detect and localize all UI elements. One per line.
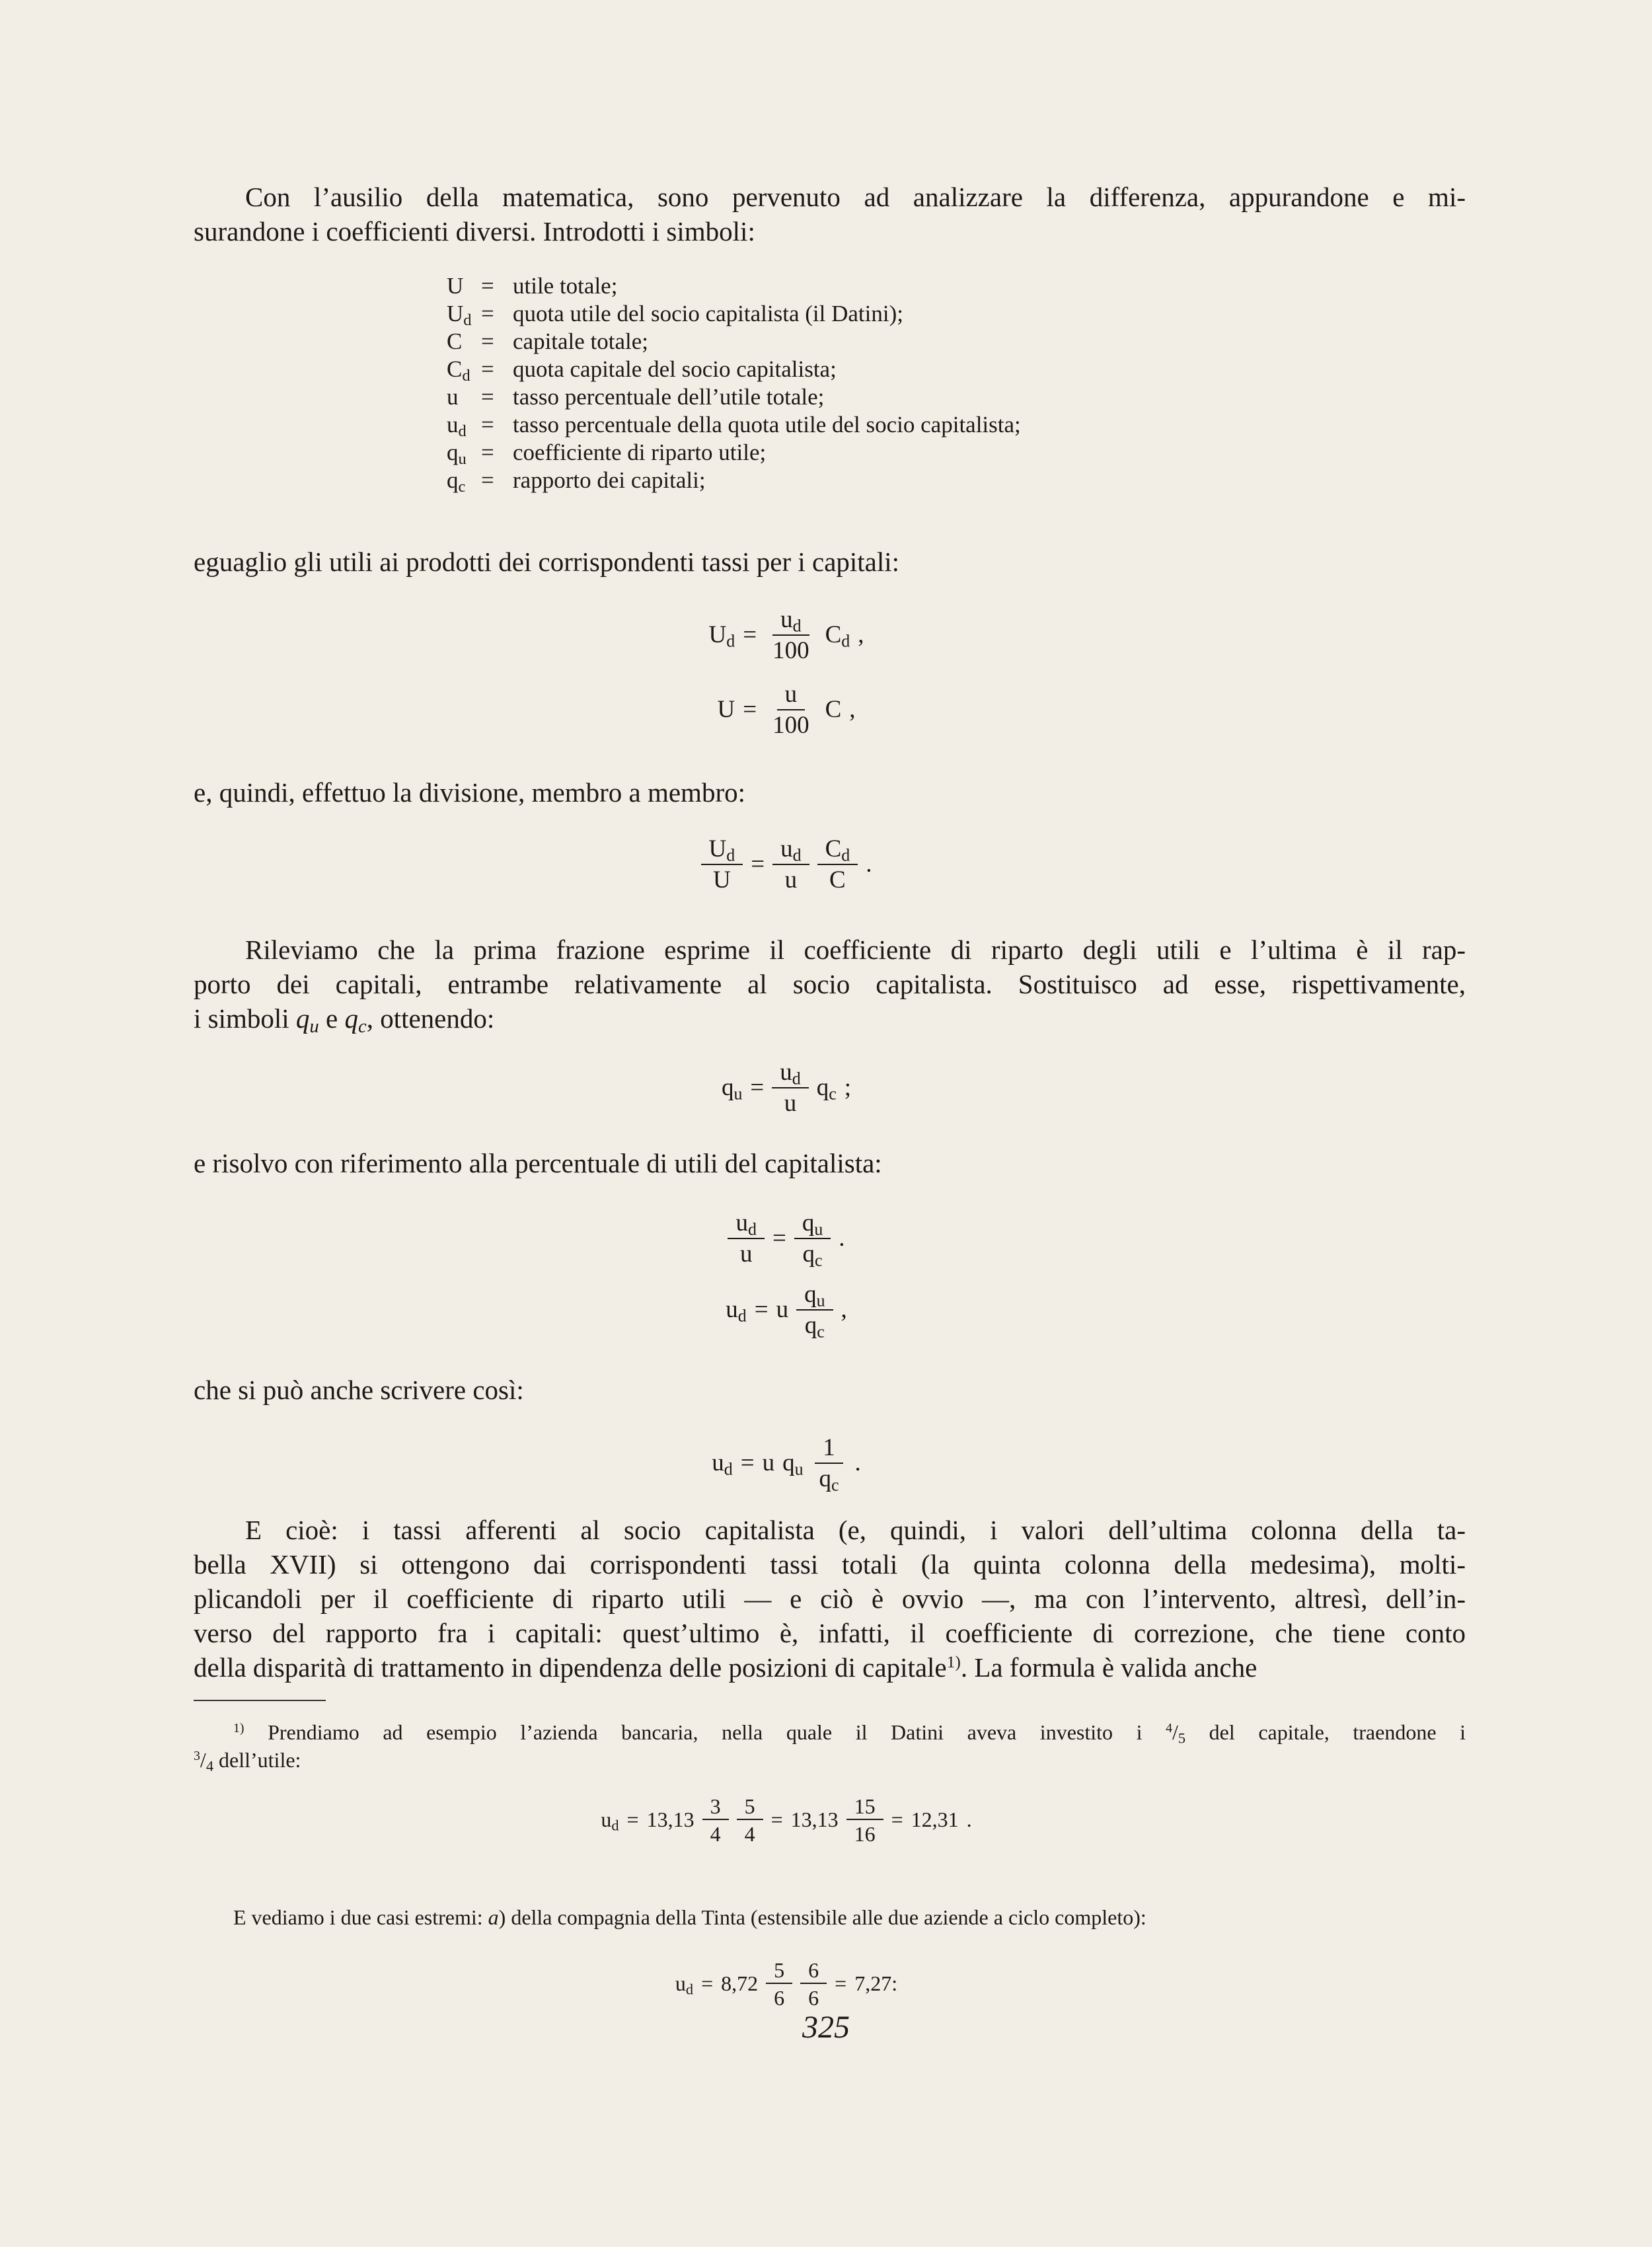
symbol-subscript: u — [458, 450, 467, 469]
symbol-subscript: d — [841, 631, 850, 651]
fraction — [766, 1956, 792, 2010]
math-token: = — [891, 1807, 903, 1831]
symbol-subscript: d — [747, 1219, 757, 1239]
denominator — [765, 636, 817, 666]
symbol-base: q — [802, 1209, 815, 1237]
symbol-base: u — [447, 412, 459, 438]
symbol-base: q — [804, 1312, 817, 1340]
symbol — [447, 411, 481, 439]
symbol — [447, 328, 481, 356]
equation-footnote-bank — [192, 1792, 1381, 1847]
footnote-cases — [194, 1903, 1466, 1931]
numerator — [772, 605, 809, 636]
fraction — [796, 1279, 833, 1340]
math-symbol — [780, 606, 801, 634]
equation-ud-u-qu-qc — [192, 1279, 1381, 1340]
symbol-base: u — [780, 1059, 792, 1086]
math-token: u — [784, 1090, 797, 1118]
symbol-subscript: d — [458, 422, 467, 441]
math-token: = — [751, 851, 765, 878]
text-line: verso del rapporto fra i capitali: quest’ultimo è, infatti, il coefficiente di correzione, che tiene conto — [194, 1618, 1466, 1648]
math-token: = — [701, 1971, 714, 1995]
text-line: E cioè: i tassi afferenti al socio capitalista (e, quindi, i valori dell’ultima colonna della ta- — [245, 1515, 1466, 1545]
denominator — [776, 1088, 805, 1118]
footnote-line: $^{1)}$ Prendiamo ad esempio l’azienda bancaria, nella quale il Datini aveva investito i $^4/_5$ del capitale, traendone i — [233, 1720, 1466, 1747]
math-symbol — [709, 835, 735, 864]
fraction — [811, 1433, 847, 1494]
footnote-mark: 1) — [233, 1721, 244, 1736]
equals-sign: = — [481, 328, 494, 354]
symbol-subscript: d — [463, 311, 472, 330]
equation-ud-final — [192, 1433, 1381, 1494]
equals-sign: = — [481, 301, 494, 326]
fraction — [765, 679, 817, 740]
math-symbol — [803, 1240, 823, 1269]
definition-text: quota capitale del socio capitalista; — [513, 356, 837, 382]
math-token: = — [743, 621, 757, 649]
definition-item — [447, 383, 1021, 411]
denominator — [737, 1820, 763, 1847]
math-token: 4 — [744, 1822, 755, 1847]
symbol-subscript: c — [815, 1250, 823, 1270]
definition-item — [447, 411, 1021, 439]
numerator — [796, 1279, 833, 1311]
footnote — [194, 1718, 1466, 1774]
math-token: 6 — [808, 1986, 819, 2010]
text-line: porto dei capitali, entrambe relativamente al socio capitalista. Sostituisco ad esse, rispettivamente, — [194, 969, 1466, 999]
footnote-divider — [194, 1700, 326, 1701]
denominator — [705, 865, 739, 895]
math-token: U — [713, 866, 731, 894]
symbol-base: q — [721, 1074, 734, 1102]
math-symbol — [805, 1312, 825, 1340]
symbol-base: q — [804, 1281, 817, 1309]
denominator — [777, 865, 806, 895]
definition-item — [447, 467, 1021, 494]
symbol-base: C — [447, 356, 463, 382]
math-symbol — [722, 1073, 742, 1102]
symbol-base: u — [601, 1807, 612, 1831]
math-token: 100 — [772, 712, 809, 740]
symbol-subscript: d — [462, 367, 470, 385]
fraction — [728, 1208, 764, 1269]
equation-ratio — [192, 834, 1381, 895]
symbol-base: q — [802, 1240, 815, 1268]
math-token: = — [740, 1449, 755, 1477]
equals-sign: = — [481, 439, 494, 465]
math-symbol — [802, 1209, 823, 1238]
denominator — [702, 1820, 729, 1847]
numerator — [800, 1956, 827, 1984]
numerator — [846, 1792, 883, 1820]
equation-ud-over-u — [192, 1208, 1381, 1269]
definition-item — [447, 328, 1021, 356]
numerator — [817, 834, 858, 865]
math-token: . — [966, 1807, 972, 1831]
math-token: = — [754, 1296, 769, 1324]
math-token: 15 — [854, 1794, 876, 1819]
definition-item — [447, 356, 1021, 383]
text: e — [319, 1003, 345, 1034]
footnote-ref[interactable]: 1) — [946, 1653, 961, 1672]
text: , ottenendo: — [366, 1003, 495, 1034]
math-symbol — [712, 1449, 732, 1477]
numerator — [728, 1208, 764, 1239]
symbol-base: u — [712, 1449, 724, 1477]
math-symbol — [735, 1209, 756, 1238]
math-token: = — [626, 1807, 639, 1831]
symbol-base: C — [825, 621, 842, 649]
symbol-subscript: c — [458, 478, 466, 496]
text-line: della disparità di trattamento in dipendenza delle posizioni di capitale$^{1)}$. La formula è valida anche — [194, 1652, 1258, 1683]
math-token: 16 — [854, 1822, 876, 1847]
text-line: che si può anche scrivere così: — [194, 1375, 524, 1405]
math-token: , — [849, 696, 856, 724]
math-token: . — [854, 1449, 861, 1477]
paragraph-e-cioe — [194, 1513, 1466, 1685]
math-token: u — [776, 1296, 789, 1324]
symbol-qc: $q_c$ — [344, 1003, 367, 1038]
text-line — [194, 1001, 1466, 1036]
symbol-definitions — [447, 272, 1021, 494]
text-line: bella XVII) si ottengono dai corrispondenti tassi totali (la quinta colonna della medesima), molti- — [194, 1549, 1466, 1580]
fraction — [765, 605, 817, 666]
footnote-line: E vediamo i due casi estremi: a) della compagnia della Tinta (estensibile alle due aziende a ciclo completo): — [233, 1905, 1146, 1929]
page-number: 325 — [802, 2010, 850, 2045]
symbol-subscript: u — [733, 1084, 743, 1104]
equals-sign: = — [481, 384, 494, 410]
text-line: surandone i coefficienti diversi. Introdotti i simboli: — [194, 216, 755, 247]
paragraph-risolvo — [194, 1146, 1466, 1180]
fraction — [772, 834, 809, 895]
symbol-subscript: d — [724, 1459, 733, 1479]
numerator — [737, 1792, 763, 1820]
definition-item — [447, 300, 1021, 328]
equation-footnote-tinta — [192, 1956, 1381, 2010]
equation-u — [192, 679, 1381, 740]
math-token: ; — [844, 1074, 852, 1102]
math-token: = — [835, 1971, 847, 1995]
math-token: 12,31 — [911, 1807, 959, 1831]
numerator — [794, 1208, 831, 1239]
denominator — [795, 1239, 831, 1269]
symbol-base: q — [816, 1074, 829, 1102]
symbol-base: U — [447, 273, 464, 299]
equals-sign: = — [481, 412, 494, 438]
paragraph-eguaglio — [194, 545, 1466, 579]
denominator — [732, 1239, 761, 1269]
math-symbol — [780, 835, 801, 864]
equals-sign: = — [481, 467, 494, 493]
definition-item — [447, 272, 1021, 300]
denominator — [797, 1311, 833, 1340]
math-token: 5 — [774, 1958, 785, 1983]
definition-text: tasso percentuale della quota utile del socio capitalista; — [513, 412, 1021, 438]
math-token: u — [762, 1449, 775, 1477]
numerator — [772, 1057, 808, 1088]
symbol-base: u — [780, 835, 793, 863]
symbol — [447, 356, 481, 383]
symbol-subscript: u — [814, 1219, 823, 1239]
fraction — [846, 1792, 883, 1847]
numerator — [701, 834, 743, 865]
denominator — [800, 1984, 827, 2010]
numerator — [772, 834, 809, 865]
math-token: 13,13 — [790, 1807, 839, 1831]
symbol-base: u — [780, 606, 793, 634]
math-token: 1 — [823, 1434, 835, 1462]
math-symbol — [782, 1449, 803, 1477]
paragraph-rileviamo — [194, 933, 1466, 1036]
math-symbol — [817, 1073, 837, 1102]
fraction — [772, 1057, 808, 1118]
numerator — [777, 679, 806, 710]
paragraph-scrivere — [194, 1373, 1466, 1407]
fraction — [800, 1956, 827, 2010]
definition-item — [447, 439, 1021, 467]
fraction — [817, 834, 858, 895]
symbol-qu: $q_u$ — [295, 1003, 319, 1038]
equals-sign: = — [481, 273, 494, 299]
symbol-subscript: c — [817, 1322, 825, 1342]
fraction — [737, 1792, 763, 1847]
numerator — [815, 1433, 843, 1464]
denominator — [821, 865, 854, 895]
denominator — [846, 1820, 883, 1847]
symbol-base: U — [708, 621, 727, 649]
math-symbol — [780, 1059, 800, 1087]
symbol-subscript: d — [726, 845, 735, 865]
numerator — [702, 1792, 729, 1820]
math-symbol — [709, 621, 735, 649]
symbol — [447, 300, 481, 328]
symbol-subscript: d — [611, 1817, 619, 1834]
text-line: eguaglio gli utili ai prodotti dei corrispondenti tassi per i capitali: — [194, 547, 900, 577]
math-token: 6 — [808, 1958, 819, 1983]
math-token: 4 — [710, 1822, 721, 1847]
definition-text: coefficiente di riparto utile; — [513, 439, 767, 465]
denominator — [765, 710, 817, 740]
definition-text: rapporto dei capitali; — [513, 467, 706, 493]
math-symbol — [819, 1465, 839, 1494]
symbol-subscript: u — [816, 1291, 825, 1311]
denominator — [766, 1984, 792, 2010]
symbol-subscript: d — [792, 1069, 801, 1088]
math-symbol — [726, 1295, 746, 1324]
symbol-base: q — [447, 467, 459, 493]
math-token: 7,27: — [854, 1971, 898, 1995]
text-line: Rileviamo che la prima frazione esprime il coefficiente di riparto degli utili e l’ultima è il rap- — [245, 934, 1466, 965]
symbol-subscript: d — [792, 616, 802, 636]
symbol-subscript: d — [685, 1981, 694, 1998]
text-line: e risolvo con riferimento alla percentuale di utili del capitalista: — [194, 1148, 882, 1178]
math-symbol — [601, 1808, 619, 1832]
symbol-base: C — [825, 835, 842, 863]
definition-text: quota utile del socio capitalista (il Datini); — [513, 301, 903, 326]
symbol — [447, 467, 481, 494]
symbol-subscript: c — [831, 1475, 839, 1495]
numerator — [766, 1956, 792, 1984]
definition-text: tasso percentuale dell’utile totale; — [513, 384, 825, 410]
math-token: = — [772, 1225, 786, 1252]
math-token: u — [739, 1240, 753, 1268]
symbol-base: q — [782, 1449, 795, 1477]
denominator — [811, 1464, 847, 1494]
math-token: . — [839, 1225, 845, 1252]
equation-ud — [192, 605, 1381, 666]
intro-paragraph — [194, 180, 1466, 248]
symbol — [447, 383, 481, 411]
text-line: e, quindi, effettuo la divisione, membro a membro: — [194, 777, 745, 808]
fraction — [701, 834, 743, 895]
symbol-base: q — [447, 439, 459, 465]
symbol — [447, 439, 481, 467]
symbol-subscript: d — [726, 631, 735, 651]
paragraph-divisione — [194, 775, 1466, 810]
fraction — [702, 1792, 729, 1847]
math-token: C — [829, 866, 846, 894]
math-token: 5 — [744, 1794, 755, 1819]
math-token: 3 — [710, 1794, 721, 1819]
symbol-base: C — [447, 328, 463, 354]
math-symbol — [804, 1281, 825, 1309]
text: i simboli — [194, 1003, 296, 1034]
math-token: C — [825, 696, 842, 724]
math-token: = — [770, 1807, 783, 1831]
symbol-base: U — [447, 301, 464, 326]
symbol-subscript: d — [792, 845, 802, 865]
symbol-base: u — [447, 384, 459, 410]
equals-sign: = — [481, 356, 494, 382]
math-token: = — [743, 696, 757, 724]
fraction — [794, 1208, 831, 1269]
footnote-line: $^3/_4$ dell’utile: — [194, 1748, 301, 1774]
math-token: 8,72 — [721, 1971, 759, 1995]
symbol-subscript: d — [737, 1306, 747, 1326]
math-symbol — [675, 1971, 693, 1996]
symbol-base: U — [708, 835, 727, 863]
definition-text: utile totale; — [513, 273, 618, 299]
definition-text: capitale totale; — [513, 328, 649, 354]
math-token: 100 — [772, 637, 809, 665]
equation-qu — [192, 1057, 1381, 1118]
math-token: u — [784, 681, 798, 708]
math-token: = — [750, 1074, 765, 1102]
math-token: , — [858, 621, 864, 649]
math-token: U — [717, 696, 735, 724]
math-token: 13,13 — [646, 1807, 695, 1831]
math-symbol — [825, 621, 850, 649]
text-line: Con l’ausilio della matematica, sono pervenuto ad analizzare la differenza, appurandone e mi- — [245, 182, 1466, 212]
symbol-base: q — [819, 1465, 832, 1493]
symbol-subscript: u — [794, 1459, 804, 1479]
math-token: u — [784, 866, 798, 894]
symbol-base: u — [726, 1296, 738, 1324]
symbol-base: u — [675, 1971, 686, 1995]
symbol-subscript: d — [841, 845, 850, 865]
symbol-subscript: c — [829, 1084, 837, 1104]
math-symbol — [825, 835, 850, 864]
math-token: , — [841, 1296, 847, 1324]
symbol — [447, 272, 481, 300]
math-token: . — [866, 851, 872, 878]
symbol-base: u — [735, 1209, 748, 1237]
text-line: plicandoli per il coefficiente di riparto utili — e ciò è ovvio —, ma con l’intervento, altresì, dell’in- — [194, 1583, 1466, 1614]
math-token: 6 — [774, 1986, 785, 2010]
